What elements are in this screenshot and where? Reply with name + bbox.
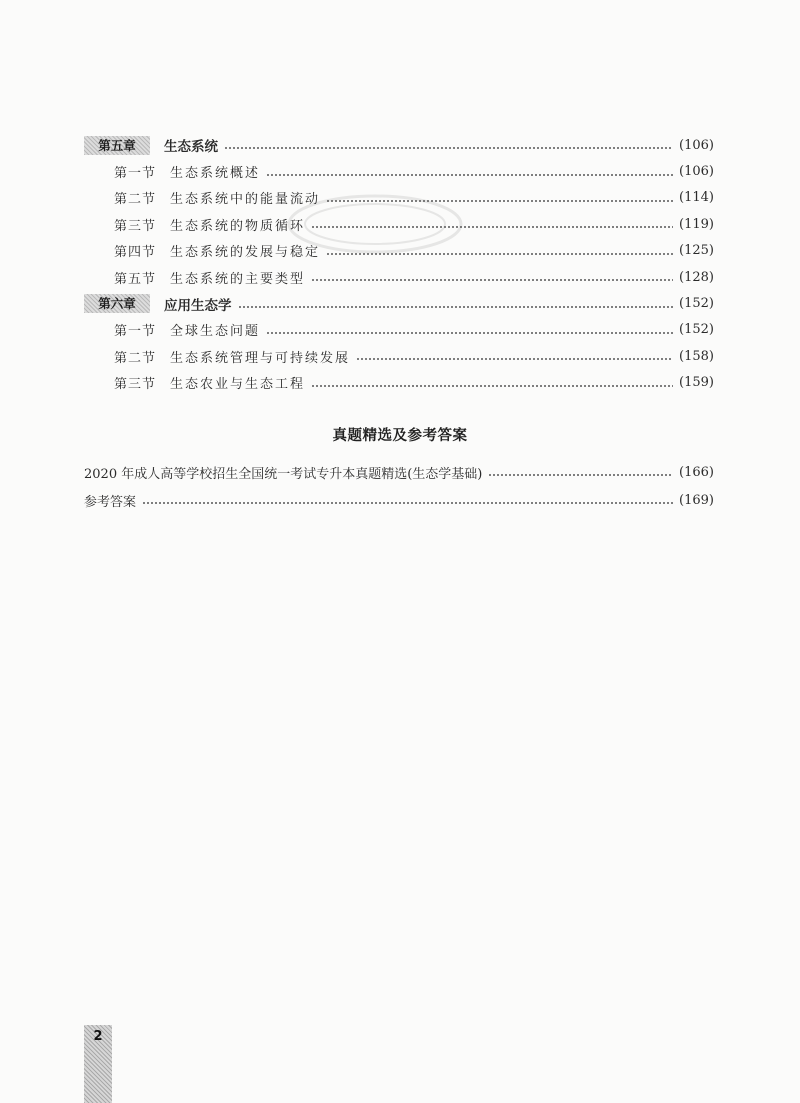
dot-leader xyxy=(311,279,673,281)
page-number: (169) xyxy=(679,492,714,508)
entry-title: 2020 年成人高等学校招生全国统一考试专升本真题精选(生态学基础) xyxy=(84,466,483,482)
dot-leader xyxy=(311,385,673,387)
page-number: (166) xyxy=(679,464,714,480)
dot-leader xyxy=(266,332,673,334)
dot-leader xyxy=(142,502,673,504)
section-title: 全球生态问题 xyxy=(170,324,261,340)
dot-leader xyxy=(266,174,673,176)
page-number: (106) xyxy=(679,164,714,180)
page-number: (158) xyxy=(679,348,714,364)
section-label: 第一节 xyxy=(114,166,157,182)
section-title: 生态系统管理与可持续发展 xyxy=(170,350,351,366)
section-label: 第五节 xyxy=(114,271,157,287)
section-row[interactable] xyxy=(84,185,714,211)
section-row[interactable] xyxy=(84,317,714,343)
section-title: 生态系统中的能量流动 xyxy=(170,192,321,208)
chapter-row-5[interactable] xyxy=(84,132,714,158)
section-title: 生态系统概述 xyxy=(170,166,261,182)
section-row[interactable] xyxy=(84,343,714,369)
exam-entries xyxy=(84,458,714,514)
page-number: (159) xyxy=(679,375,714,391)
dot-leader xyxy=(488,474,673,476)
dot-leader xyxy=(311,226,673,228)
page-number: (152) xyxy=(679,322,714,338)
exam-entry-row[interactable] xyxy=(84,458,714,486)
section-label: 第三节 xyxy=(114,218,157,234)
dot-leader xyxy=(224,147,673,149)
section-row[interactable] xyxy=(84,158,714,184)
page-number: (114) xyxy=(679,190,714,206)
section-label: 第三节 xyxy=(114,377,157,393)
section-label: 第四节 xyxy=(114,245,157,261)
exam-entry-row[interactable] xyxy=(84,486,714,514)
section-row[interactable] xyxy=(84,238,714,264)
page-number: (106) xyxy=(679,137,714,153)
section-row[interactable] xyxy=(84,211,714,237)
dot-leader xyxy=(238,306,674,308)
section-label: 第一节 xyxy=(114,324,157,340)
section-row[interactable] xyxy=(84,370,714,396)
section-title: 生态农业与生态工程 xyxy=(170,377,306,393)
page-number-tab xyxy=(84,1025,112,1103)
chapter-row-6[interactable] xyxy=(84,290,714,316)
chapter-title: 应用生态学 xyxy=(164,297,232,314)
chapter-title: 生态系统 xyxy=(164,139,218,156)
entry-title: 参考答案 xyxy=(84,494,137,510)
dot-leader xyxy=(326,253,673,255)
section-row[interactable] xyxy=(84,264,714,290)
page-number: (128) xyxy=(679,269,714,285)
page-number: (119) xyxy=(679,216,714,232)
chapter-badge: 第六章 xyxy=(84,294,150,313)
section-label: 第二节 xyxy=(114,192,157,208)
page-number: (125) xyxy=(679,243,714,259)
page-number: (152) xyxy=(679,296,714,312)
dot-leader xyxy=(356,358,673,360)
chapter-badge: 第五章 xyxy=(84,136,150,155)
table-of-contents xyxy=(84,132,714,396)
section-title: 生态系统的物质循环 xyxy=(170,218,306,234)
section-label: 第二节 xyxy=(114,350,157,366)
section-title: 生态系统的主要类型 xyxy=(170,271,306,287)
section-title: 生态系统的发展与稳定 xyxy=(170,245,321,261)
exam-section-heading: 真题精选及参考答案 xyxy=(332,428,468,444)
footer-page-number: 2 xyxy=(93,1029,103,1044)
dot-leader xyxy=(326,200,673,202)
